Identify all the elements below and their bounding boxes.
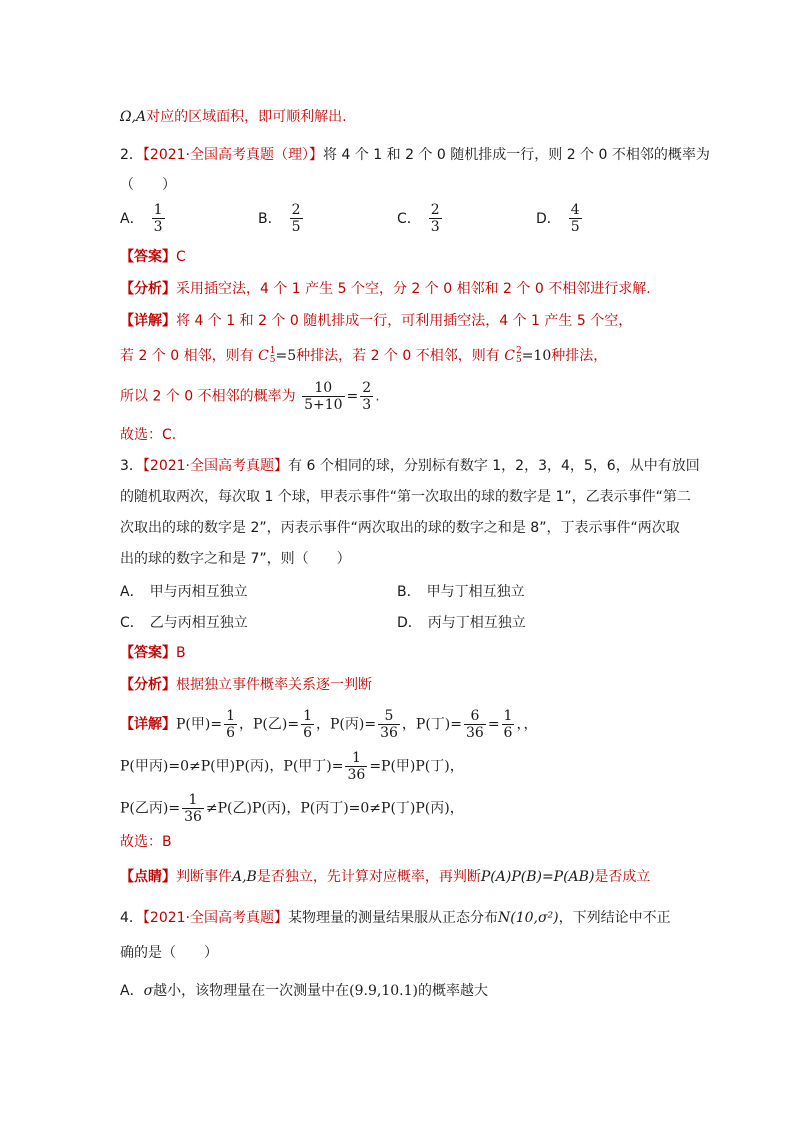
q2-option-d: D． $\frac{4}{5}$ bbox=[536, 202, 580, 235]
q2-option-b: B． $\frac{2}{5}$ bbox=[258, 202, 301, 235]
q2-stem-text: 将 4 个 1 和 2 个 0 随机排成一行，则 2 个 0 不相邻的概率为 bbox=[323, 147, 710, 163]
q2-option-a: A． $\frac{1}{3}$ bbox=[120, 202, 163, 235]
q3-option-a: A． 甲与丙相互独立 bbox=[120, 584, 248, 600]
fraction: $\frac{1}{6}$ bbox=[503, 708, 513, 741]
q3-option-d: D． 丙与丁相互独立 bbox=[397, 615, 526, 631]
q3-answer: 【答案】B bbox=[120, 645, 186, 661]
q3-detail-line2: P(甲丙)=0≠P(甲)P(丙)，P(甲丁)= $\frac{1}{36}$ =P(甲)P(丁)， bbox=[120, 750, 464, 783]
q2-paren: （ ） bbox=[120, 177, 176, 193]
q3-note: 【点睛】判断事件A,B是否独立，先计算对应概率，再判断P(A)P(B)=P(AB)是否成立 bbox=[120, 869, 651, 885]
q2-option-c: C． $\frac{2}{3}$ bbox=[397, 202, 440, 235]
fraction: $\frac{1}{3}$ bbox=[153, 202, 163, 235]
q4-stem-line2: 确的是（ ） bbox=[120, 945, 218, 961]
q3-stem-line3: 次取出的球的数字是 2”，丙表示事件“两次取出的球的数字之和是 8”，丁表示事件“两次取 bbox=[120, 520, 680, 536]
q2-detail-line3: 所以 2 个 0 不相邻的概率为 $\frac{10}{5+10}$ = $\frac{2}{3}$ . bbox=[120, 380, 380, 413]
q2-number: 2． bbox=[120, 147, 143, 163]
fraction: $\frac{1}{6}$ bbox=[226, 708, 235, 741]
fraction: $\frac{2}{3}$ bbox=[362, 380, 372, 413]
q3-analysis: 【分析】根据独立事件概率关系逐一判断 bbox=[120, 677, 372, 693]
q3-stem-line1: 3．【2021·全国高考真题】有 6 个相同的球，分别标有数字 1，2，3，4，5，6，从中有放回 bbox=[120, 458, 700, 474]
fraction: $\frac{10}{5+10}$ bbox=[304, 380, 343, 413]
continuation-line bbox=[120, 107, 347, 127]
fraction: $\frac{5}{36}$ bbox=[380, 708, 398, 741]
q2-source: 【2021·全国高考真题（理）】 bbox=[142, 147, 324, 163]
q3-detail-line1: 【详解】P(甲)= $\frac{1}{6}$ ，P(乙)= $\frac{1}{6}$ ，P(丙)= $\frac{5}{36}$ ，P(丁)= $\frac{6}{36}$ = $\frac{1}{6}$ ，， bbox=[120, 708, 538, 741]
continuation-text: 对应的区域面积，即可顺利解出. bbox=[146, 109, 347, 125]
q2-stem bbox=[120, 145, 710, 165]
q4-stem-line1: 4．【2021·全国高考真题】某物理量的测量结果服从正态分布N(10,σ²)，下列结论中不正 bbox=[120, 910, 671, 926]
combination-c52: C 2 5 =10 bbox=[504, 346, 552, 365]
q3-option-c: C． 乙与丙相互独立 bbox=[120, 615, 248, 631]
q4-option-a: A．σ越小，该物理量在一次测量中在(9.9,10.1)的概率越大 bbox=[120, 983, 488, 999]
fraction: $\frac{2}{3}$ bbox=[430, 202, 440, 235]
fraction: $\frac{1}{36}$ bbox=[184, 792, 202, 825]
q3-detail-line3: P(乙丙)= $\frac{1}{36}$ ≠P(乙)P(丙)，P(丙丁)=0≠P(丁)P(丙)， bbox=[120, 792, 464, 825]
fraction: $\frac{2}{5}$ bbox=[291, 202, 301, 235]
fraction: $\frac{1}{6}$ bbox=[303, 708, 312, 741]
q2-conclusion: 故选：C. bbox=[120, 427, 177, 443]
omega-a-math: Ω,A bbox=[120, 109, 147, 125]
q2-analysis: 【分析】采用插空法，4 个 1 产生 5 个空，分 2 个 0 相邻和 2 个 0 不相邻进行求解. bbox=[120, 281, 651, 297]
q2-detail-line2: 若 2 个 0 相邻，则有 C 1 5 =5 种排法，若 2 个 0 不相邻，则有 C 2 5 =10 种排法， bbox=[120, 346, 608, 365]
fraction: $\frac{4}{5}$ bbox=[570, 202, 580, 235]
q2-answer: 【答案】C bbox=[120, 249, 186, 265]
q2-detail-line1: 【详解】将 4 个 1 和 2 个 0 随机排成一行，可利用插空法，4 个 1 产生 5 个空， bbox=[120, 313, 633, 329]
q3-conclusion: 故选：B bbox=[120, 834, 172, 850]
combination-c51: C 1 5 =5 bbox=[258, 346, 297, 365]
q3-option-b: B． 甲与丁相互独立 bbox=[397, 584, 525, 600]
q3-stem-line4: 出的球的数字之和是 7”，则（ ） bbox=[120, 551, 351, 567]
fraction: $\frac{6}{36}$ bbox=[465, 708, 484, 741]
fraction: $\frac{1}{36}$ bbox=[347, 750, 366, 783]
q3-stem-line2: 的随机取两次，每次取 1 个球，甲表示事件“第一次取出的球的数字是 1”，乙表示事件“第二 bbox=[120, 489, 691, 505]
